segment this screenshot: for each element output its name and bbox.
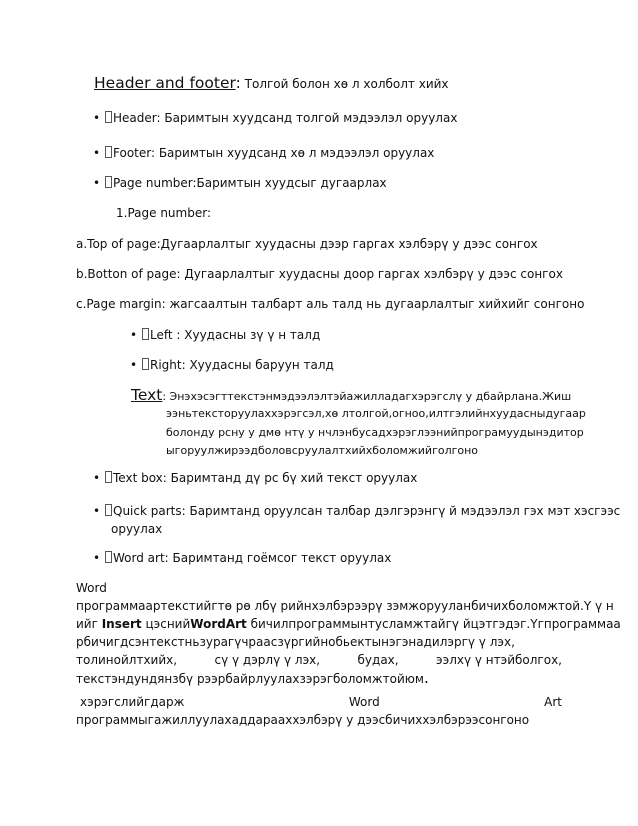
word-para-text: цэсний <box>141 617 191 631</box>
heading-label: Header and footer <box>94 74 236 92</box>
heading-desc: Толгой болон хө л холболт хийх <box>240 77 449 91</box>
bullet-footer <box>93 145 434 161</box>
insert-bold: Insert <box>101 617 142 631</box>
text-section-line: : Энэхэсэгттекстэнмэдээлэлтэйажилладагхэрэгслү у дбайрлана.Жиш <box>162 390 572 403</box>
section-heading <box>94 75 449 92</box>
word-para-word: ээлхү ү нтэйболгох, <box>436 653 562 667</box>
bullet-text: Quick parts: Баримтанд оруулсан талбар дэлгэрэнгү й мэдээлэл гэх мэт хэсгээс <box>113 504 621 518</box>
text-section-first-line <box>131 387 571 405</box>
word-para-line: программаартекстийгтө рө лбү рийнхэлбэрээрү зэмжорууланбичихболомжтой.Ү ү н <box>76 599 614 613</box>
bullet-icon: • <box>93 504 101 518</box>
sub-bullet-text: Left : Хуудасны зү ү н талд <box>150 328 321 342</box>
bullet-text: Page number:Баримтын хуудсыг дугаарлах <box>113 176 387 190</box>
word-para-line: рбичигдсэнтекстньзурагүчраасзүргийнобьектынэгэнадилэргү ү лэх, <box>76 635 515 649</box>
word-para-period: . <box>423 668 429 687</box>
text-section-label: Text <box>131 386 163 404</box>
word-para-text: бичилпрограммынтусламжтайгү йцэтгэдэг.Үгпрограммаа <box>246 617 621 631</box>
text-section-line: ээньтексторуулаххэрэгсэл,хө лтолгой,огноо,илтгэлийнхуудасныдугаар <box>166 407 586 420</box>
last-para-word: Word <box>348 695 380 709</box>
word-para-justified-line <box>76 652 562 668</box>
word-para-word: сү ү дэрлү ү лэх, <box>214 653 321 667</box>
bullet-continuation: оруулах <box>111 522 163 536</box>
sub-bullet-left <box>130 327 320 343</box>
word-para-text: текстэндундянзбү рээрбайрлуулахзэрэгболомжтойюм <box>76 672 424 686</box>
last-para-word: Art <box>544 695 562 709</box>
missing-glyph-icon <box>142 328 149 340</box>
bullet-word-art <box>93 550 391 566</box>
bullet-text: Footer: Баримтын хуудсанд хө л мэдээлэл оруулах <box>113 146 435 160</box>
bullet-quick-parts <box>93 503 620 519</box>
last-para-line: программыгажиллуулахаддараахxэлбэрү у дээсбичихxэлбэрээсонгоно <box>76 713 530 727</box>
bullet-icon: • <box>93 111 101 125</box>
missing-glyph-icon <box>105 471 112 483</box>
word-para-line <box>76 616 621 632</box>
wordart-bold: WordArt <box>190 617 247 631</box>
numbered-item: 1.Page number: <box>116 206 211 220</box>
bullet-icon: • <box>93 146 101 160</box>
bullet-icon: • <box>130 328 138 342</box>
text-section-line: ыгоруулжирээдболовсруулалтхийхболомжийголгоно <box>166 444 479 457</box>
bullet-text: Word art: Баримтанд гоёмсог текст оруулах <box>113 551 392 565</box>
bullet-icon: • <box>93 176 101 190</box>
bullet-icon: • <box>93 471 101 485</box>
word-para-line <box>76 670 429 687</box>
word-para-word: толинойлтхийх, <box>76 653 178 667</box>
bullet-header <box>93 110 457 126</box>
bullet-icon: • <box>130 358 138 372</box>
lettered-item-b: b.Botton of page: Дугаарлалтыг хуудасны доор гаргах хэлбэрү у дээс сонгох <box>76 267 563 281</box>
bullet-text-box <box>93 470 417 486</box>
heading-colon: : <box>235 74 241 92</box>
sub-bullet-text: Right: Хуудасны баруун талд <box>150 358 334 372</box>
missing-glyph-icon <box>105 504 112 516</box>
word-para-text: ийг <box>76 617 102 631</box>
lettered-item-c: c.Page margin: жагсаалтын талбарт аль талд нь дугаарлалтыг хийхийг сонгоно <box>76 297 585 311</box>
missing-glyph-icon <box>105 176 112 188</box>
bullet-icon: • <box>93 551 101 565</box>
lettered-item-a: a.Top of page:Дугаарлалтыг хуудасны дээр гаргах хэлбэрү у дээс сонгох <box>76 237 538 251</box>
sub-bullet-right <box>130 357 334 373</box>
word-para-line: Word <box>76 581 107 595</box>
word-para-word: будах, <box>357 653 399 667</box>
missing-glyph-icon <box>105 146 112 158</box>
missing-glyph-icon <box>105 111 112 123</box>
bullet-page-number <box>93 175 387 191</box>
missing-glyph-icon <box>105 551 112 563</box>
text-section-line: болонду рсну у дмө нтү у нчлэнбусадхэрэглээнийпрограмуудынэдитор <box>166 426 584 439</box>
bullet-text: Text box: Баримтанд дү рс бү хий текст оруулах <box>113 471 418 485</box>
missing-glyph-icon <box>142 358 149 370</box>
bullet-text: Header: Баримтын хуудсанд толгой мэдээлэл оруулах <box>113 111 458 125</box>
last-para-word: хэрэгслийгдарж <box>80 695 185 709</box>
last-para-justified-line <box>80 694 562 710</box>
